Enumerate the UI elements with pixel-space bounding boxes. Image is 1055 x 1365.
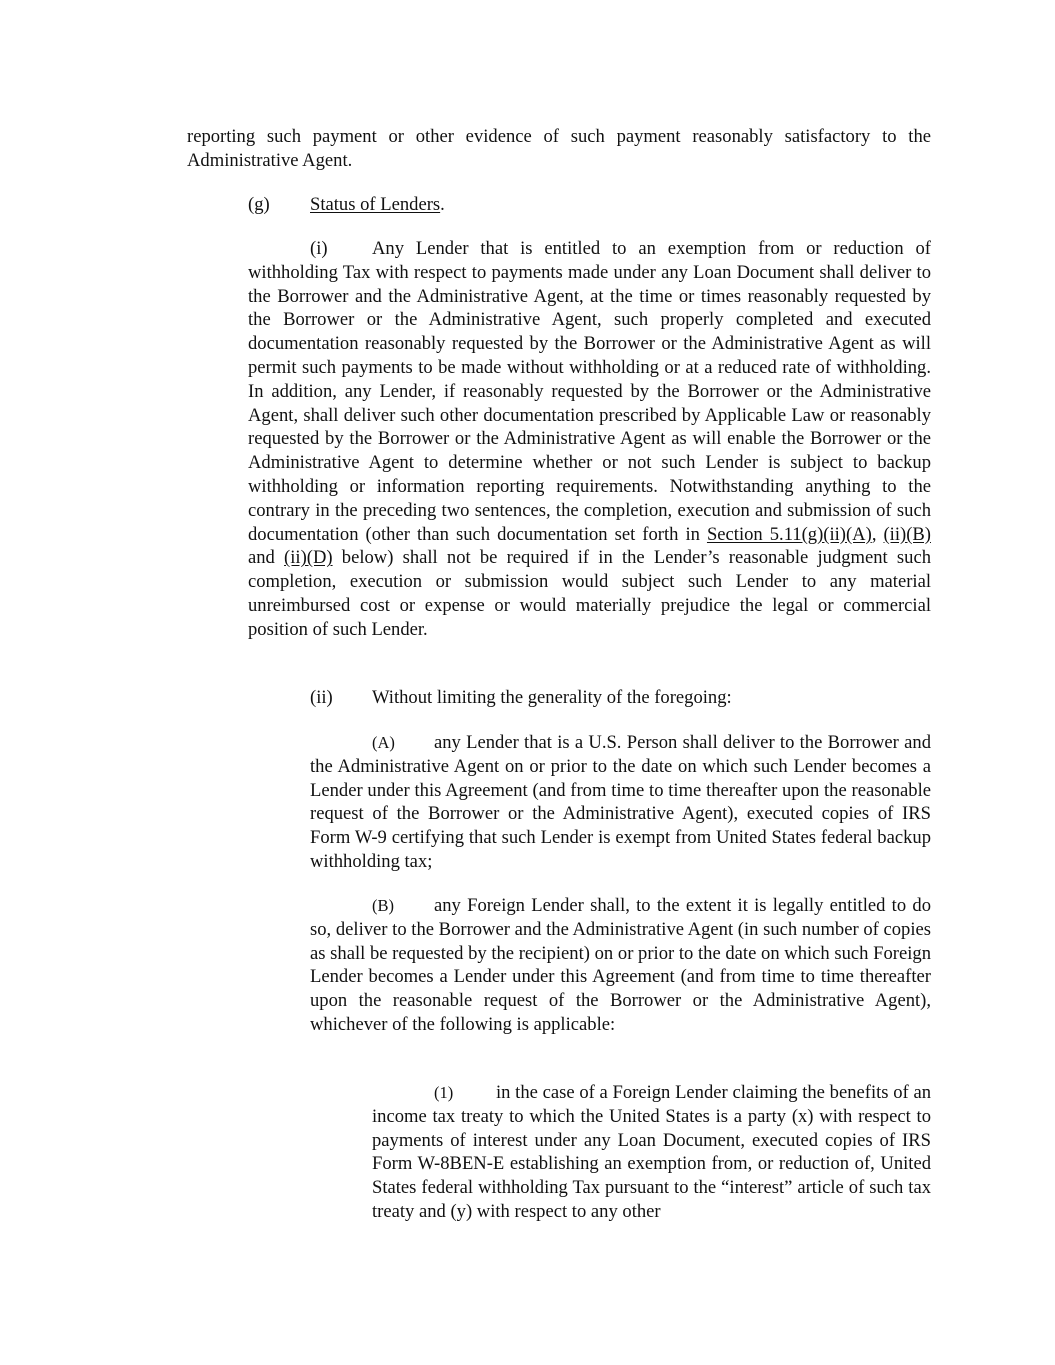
paragraph-A [310,731,931,874]
paragraph-B-text: any Foreign Lender shall, to the extent it is legally entitled to do so, deliver to the Borrower and the Administrative Agent (in such number of copies as shall be requested by the recipient) on or prior to the date on which such Foreign Lender becomes a Lender under this Agreement (and from time to time thereafter upon the reasonable request of the Borrower or the Administrative Agent), whichever of the following is applicable: [310,895,931,1035]
paragraph-1-text: in the case of a Foreign Lender claiming the benefits of an income tax treaty to which the United States is a party (x) with respect to payments of interest under any Loan Document, executed copies of IRS Form W-8BEN-E establishing an exemption from, or reduction of, United States federal withholding Tax pursuant to the “interest” article of such tax treaty and (y) with respect to any other [372,1082,931,1222]
paragraph-B-label: (B) [372,896,394,915]
paragraph-1-label: (1) [434,1083,454,1102]
paragraph-B [310,894,931,1037]
paragraph-A-text: any Lender that is a U.S. Person shall deliver to the Borrower and the Administrative Agent on or prior to the date on which such Lender becomes a Lender under this Agreement (and from time to time thereafter upon the reasonable request of the Borrower or the Administrative Agent), executed copies of IRS Form W-9 certifying that such Lender is exempt from United States federal backup withholding tax; [310,732,931,872]
continuation-paragraph: reporting such payment or other evidence of such payment reasonably satisfactory to the Administrative Agent. [187,126,931,171]
section-g-label: (g) [248,194,270,215]
cross-reference-ii-b: (ii)(B) [883,523,931,545]
paragraph-i-text-2: below) shall not be required if in the Lender’s reasonable judgment such completion, execution or submission would subject such Lender to any material unreimbursed cost or expense or would materially prejudice the legal or commercial position of such Lender. [248,547,931,640]
section-g-heading [248,193,931,217]
paragraph-ii-label: (ii) [310,687,333,708]
paragraph-i-label: (i) [310,238,328,259]
paragraph-i: (i) Any Lender that is entitled to an exemption from or reduction of withholding Tax with respect to payments made under any Loan Document shall deliver to the Borrower and the Administrative Agent, at the time or times reasonably requested by the Borrower or the Administrative Agent, such properly completed and executed documentation reasonably requested by the Borrower or the Administrative Agent as will permit such payments to be made without withholding or at a reduced rate of withholding. In addition, any Lender, if reasonably requested by the Borrower or the Administrative Agent, shall deliver such other documentation prescribed by Applicable Law or reasonably requested by the Borrower or the Administrative Agent as will enable the Borrower or the Administrative Agent to determine whether or not such Lender is subject to backup withholding or information reporting requirements. Notwithstanding anything to the contrary in the preceding two sentences, the completion, execution and submission of such documentation (other than such documentation set forth in Section 5.11(g)(ii)(A), (ii)(B) and (ii)(D) below) shall not be required if in the Lender’s reasonable judgment such completion, execution or submission would subject such Lender to any material unreimbursed cost or expense or would materially prejudice the legal or commercial position of such Lender. [248,238,931,640]
cross-reference-ii-d: (ii)(D) [284,547,333,569]
section-g-punct: . [440,194,445,215]
paragraph-A-label: (A) [372,733,395,752]
paragraph-1 [372,1081,931,1224]
paragraph-ii-text: Without limiting the generality of the foregoing: [372,687,732,708]
paragraph-i-text-1: Any Lender that is entitled to an exemption from or reduction of withholding Tax with respect to payments made under any Loan Document shall deliver to the Borrower and the Administrative Agent, at the time or times reasonably requested by the Borrower or the Administrative Agent, such properly completed and executed documentation reasonably requested by the Borrower or the Administrative Agent as will permit such payments to be made without withholding or at a reduced rate of withholding. In addition, any Lender, if reasonably requested by the Borrower or the Administrative Agent, shall deliver such other documentation prescribed by Applicable Law or reasonably requested by the Borrower or the Administrative Agent as will enable the Borrower or the Administrative Agent to determine whether or not such Lender is subject to backup withholding or information reporting requirements. Notwithstanding anything to the contrary in the preceding two sentences, the completion, execution and submission of such documentation (other than such documentation set forth in [248,238,931,545]
cross-reference-5-11-g-ii-a: Section 5.11(g)(ii)(A) [706,523,872,545]
section-g-title: Status of Lenders [310,194,441,215]
paragraph-ii [310,686,931,710]
